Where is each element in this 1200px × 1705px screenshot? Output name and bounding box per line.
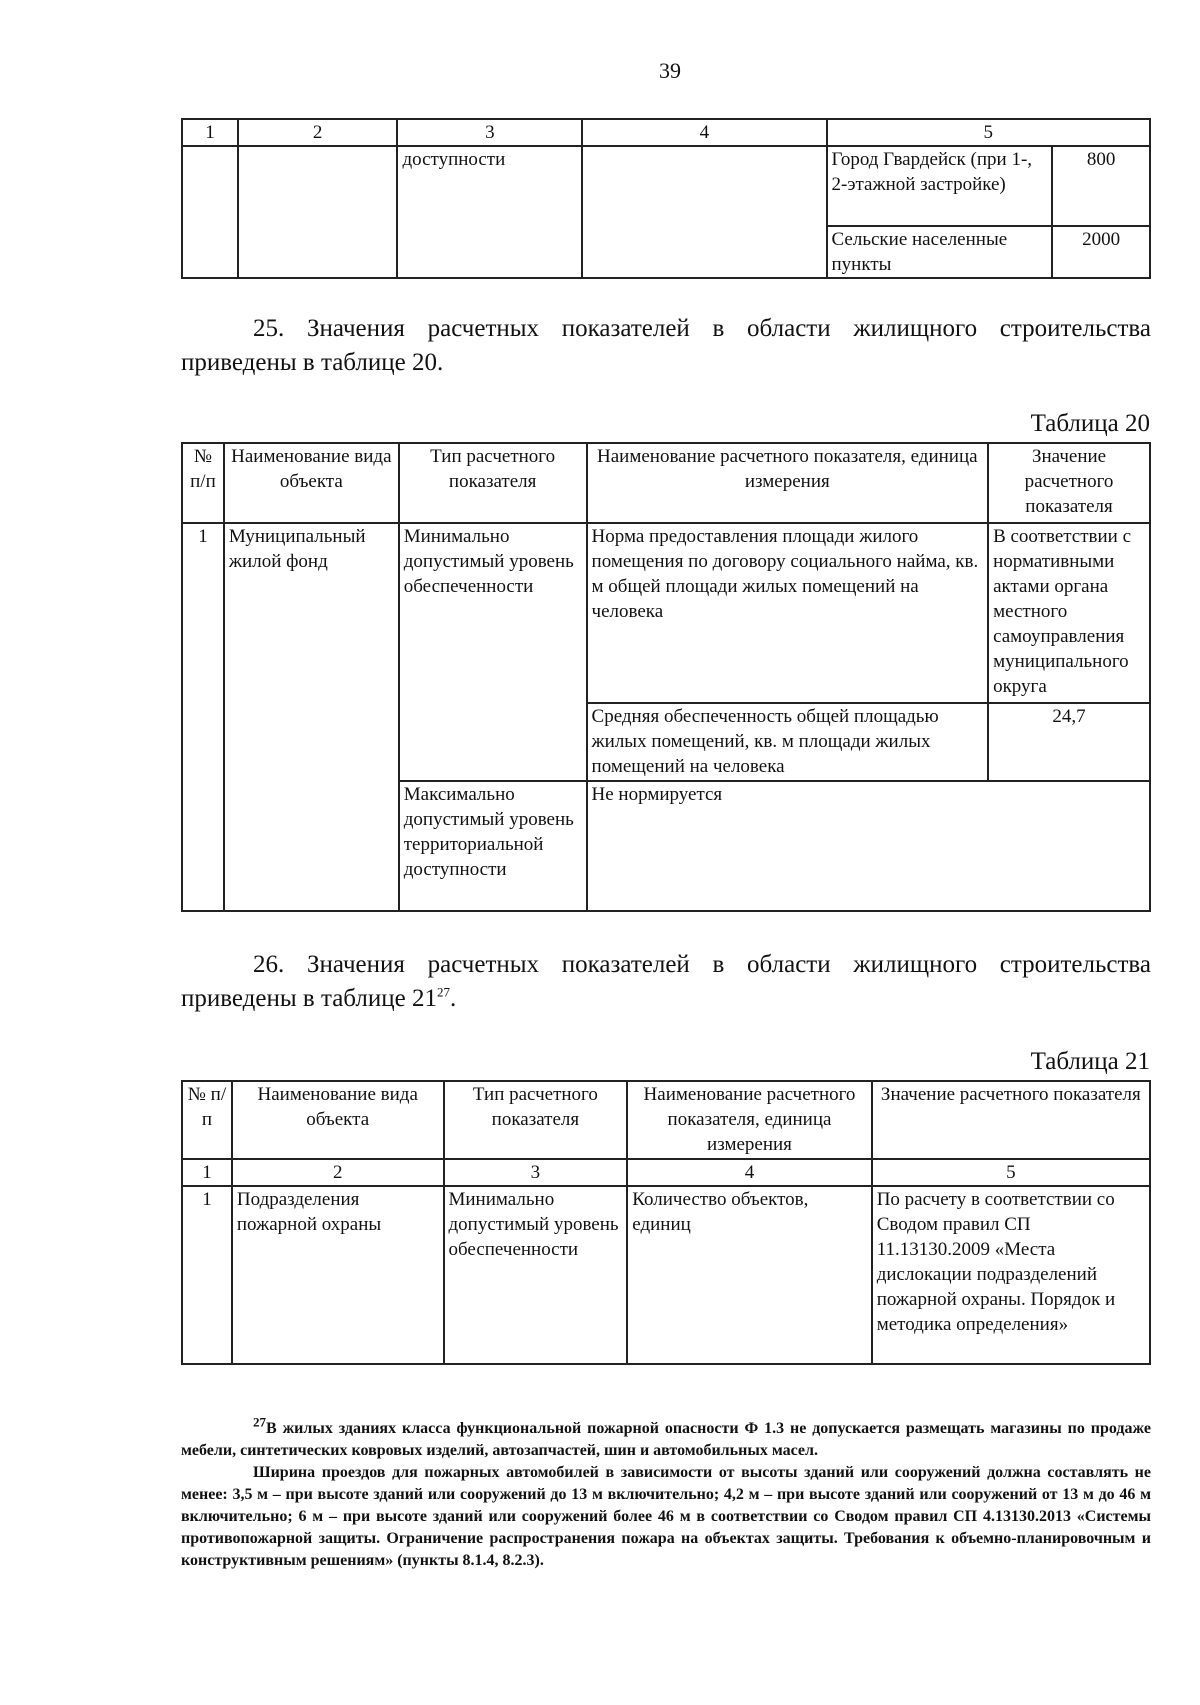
paragraph-26-end: . <box>449 985 457 1012</box>
table-cell: Сельские населенные пункты <box>827 226 1053 278</box>
header-cell: Тип расчетного показателя <box>444 1081 628 1159</box>
header-cell: Наименование вида объекта <box>232 1081 444 1159</box>
table-cell: В соответствии с нормативными актами органа местного самоуправления муниципального округа <box>988 523 1150 703</box>
footnote-paragraph <box>181 1414 1151 1462</box>
table-cell: Средняя обеспеченность общей площадью жилых помещений, кв. м площади жилых помещений на человека <box>587 703 989 781</box>
column-number: 1 <box>182 1159 232 1186</box>
table-20 <box>181 442 1151 912</box>
header-cell: Наименование вида объекта <box>224 443 399 523</box>
table-cell: 2000 <box>1052 226 1150 278</box>
column-number: 5 <box>872 1159 1150 1186</box>
empty-cell <box>182 146 238 278</box>
table-21 <box>181 1080 1151 1365</box>
paragraph-26 <box>181 948 1151 1016</box>
column-number: 2 <box>232 1159 444 1186</box>
paragraph-text: 25. Значения расчетных показателей в области жилищного строительства приведены в таблице 20. <box>181 315 1151 376</box>
page-number: 39 <box>659 58 681 83</box>
header-cell: Тип расчетного показателя <box>399 443 587 523</box>
header-cell: 3 <box>397 119 582 146</box>
footnote-paragraph: Ширина проездов для пожарных автомобилей в зависимости от высоты зданий или сооружений должна составлять не менее: 3,5 м – при высоте зданий или сооружений до 13 м включительно; 4,2 м – при высоте зданий или сооружений от 13 м до 46 м включительно; 6 м – при высоте зданий или сооружений более 46 м в соответствии со Сводом правил СП 4.13130.2013 «Системы противопожарной защиты. Ограничение распространения пожара на объектах защиты. Требования к объемно-планировочным и конструктивным решениям» (пункты 8.1.4, 8.2.3). <box>181 1464 1151 1569</box>
paragraph-text <box>181 948 1151 1016</box>
header-cell: 2 <box>238 119 398 146</box>
table-cell: Подразделения пожарной охраны <box>232 1186 444 1364</box>
empty-cell <box>238 146 398 278</box>
header-cell: Наименование расчетного показателя, единица измерения <box>627 1081 871 1159</box>
footnote-text: В жилых зданиях класса функциональной пожарной опасности Ф 1.3 не допускается размещать магазины по продаже мебели, синтетических ковровых изделий, автозапчастей, шин и автомобильных масел. <box>181 1420 1151 1459</box>
header-cell: № п/п <box>182 1081 232 1159</box>
header-cell: 4 <box>582 119 826 146</box>
row-number: 1 <box>182 1186 232 1364</box>
header-cell: 1 <box>182 119 238 146</box>
table-cell: Максимально допустимый уровень территориальной доступности <box>399 781 587 911</box>
header-cell: Наименование расчетного показателя, единица измерения <box>587 443 989 523</box>
paragraph-26-text: 26. Значения расчетных показателей в области жилищного строительства приведены в таблице 21 <box>181 951 1151 1012</box>
header-cell: 5 <box>827 119 1151 146</box>
table-cell: Минимально допустимый уровень обеспеченности <box>399 523 587 781</box>
column-number: 4 <box>627 1159 871 1186</box>
table-cell: Город Гвардейск (при 1-, 2-этажной застройке) <box>827 146 1053 226</box>
footnote-mark: 27 <box>253 1414 266 1430</box>
table-cell: Не нормируется <box>587 781 1150 911</box>
footnote <box>181 1414 1151 1572</box>
table-21-caption: Таблица 21 <box>1030 1048 1150 1075</box>
empty-cell <box>582 146 826 278</box>
header-cell: № п/п <box>182 443 224 523</box>
row-number: 1 <box>182 523 224 911</box>
table-cell: По расчету в соответствии со Сводом правил СП 11.13130.2009 «Места дислокации подразделений пожарной охраны. Порядок и методика определения» <box>872 1186 1150 1364</box>
table-cell: Количество объектов, единиц <box>627 1186 871 1364</box>
table-cell: Минимально допустимый уровень обеспеченности <box>444 1186 628 1364</box>
paragraph-25 <box>181 312 1151 380</box>
table-cell: 800 <box>1052 146 1150 226</box>
column-number: 3 <box>444 1159 628 1186</box>
header-cell: Значение расчетного показателя <box>988 443 1150 523</box>
table-continuation <box>181 118 1151 279</box>
table-cell: Норма предоставления площади жилого помещения по договору социального найма, кв. м общей площади жилых помещений на человека <box>587 523 989 703</box>
header-cell: Значение расчетного показателя <box>872 1081 1150 1159</box>
table-cell: Муниципальный жилой фонд <box>224 523 399 911</box>
footnote-ref: 27 <box>436 984 450 1000</box>
table-cell: доступности <box>397 146 582 278</box>
table-20-caption: Таблица 20 <box>1030 410 1150 437</box>
table-cell: 24,7 <box>988 703 1150 781</box>
